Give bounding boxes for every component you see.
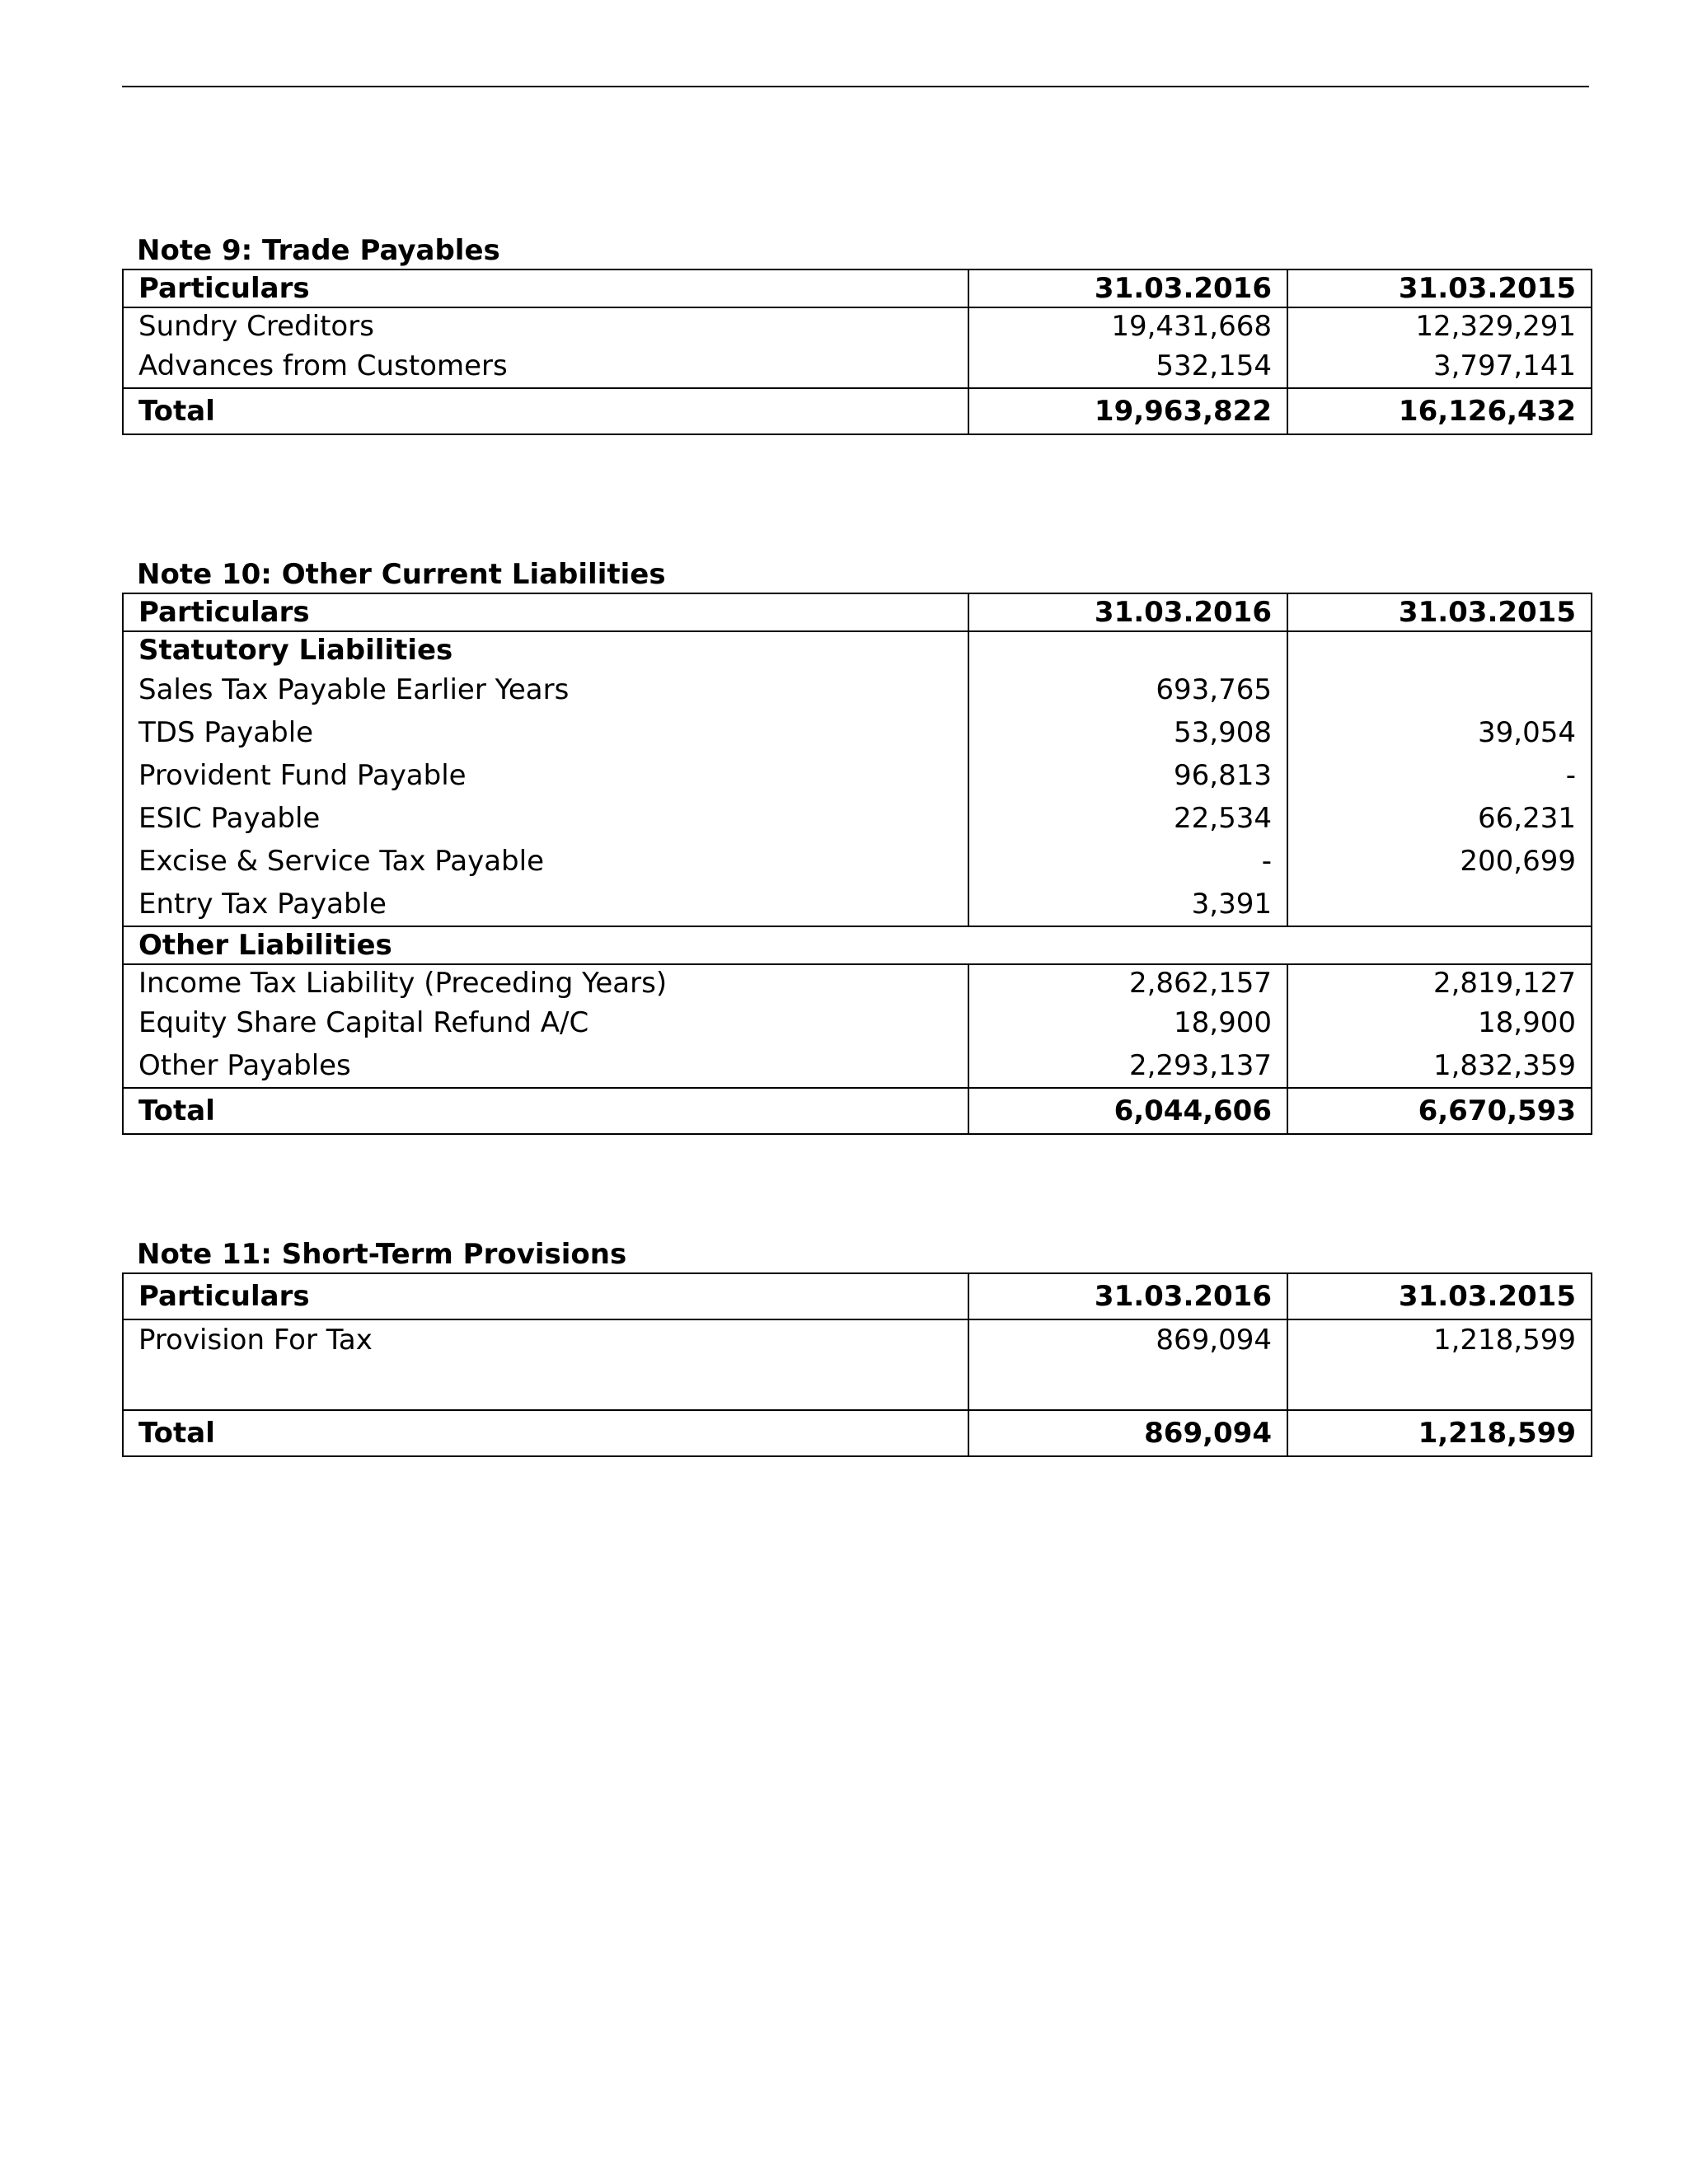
table-header-row bbox=[123, 593, 1592, 631]
row-label: Provision For Tax bbox=[123, 1319, 968, 1360]
row-value-2016: 532,154 bbox=[968, 344, 1287, 388]
table-row bbox=[123, 1001, 1592, 1044]
note-10-title: Note 10: Other Current Liabilities bbox=[137, 558, 666, 591]
row-label: Excise & Service Tax Payable bbox=[123, 840, 968, 883]
row-value-2016: - bbox=[968, 840, 1287, 883]
row-value-2016: 2,862,157 bbox=[968, 964, 1287, 1001]
note-11-title: Note 11: Short-Term Provisions bbox=[137, 1238, 627, 1271]
note-9-trade-payables bbox=[122, 234, 1591, 435]
row-value-2015: 2,819,127 bbox=[1287, 964, 1592, 1001]
row-value-2015: 200,699 bbox=[1287, 840, 1592, 883]
row-label: Sales Tax Payable Earlier Years bbox=[123, 668, 968, 711]
row-value-2016: 19,431,668 bbox=[968, 307, 1287, 344]
row-label: Advances from Customers bbox=[123, 344, 968, 388]
header-particulars: Particulars bbox=[123, 1273, 968, 1319]
row-value-2016: 2,293,137 bbox=[968, 1044, 1287, 1088]
row-value-2015 bbox=[1287, 883, 1592, 926]
header-2015: 31.03.2015 bbox=[1287, 269, 1592, 307]
row-value-2016: 869,094 bbox=[968, 1319, 1287, 1360]
header-2015: 31.03.2015 bbox=[1287, 1273, 1592, 1319]
total-label: Total bbox=[123, 1410, 968, 1456]
total-row bbox=[123, 1088, 1592, 1134]
header-2016: 31.03.2016 bbox=[968, 269, 1287, 307]
row-value-2015: 18,900 bbox=[1287, 1001, 1592, 1044]
table-row bbox=[123, 1044, 1592, 1088]
total-value-2015: 16,126,432 bbox=[1287, 388, 1592, 434]
row-value-2015: 1,832,359 bbox=[1287, 1044, 1592, 1088]
row-value-2015: 1,218,599 bbox=[1287, 1319, 1592, 1360]
total-value-2016: 19,963,822 bbox=[968, 388, 1287, 434]
note-10-table bbox=[122, 593, 1592, 1135]
row-label: Income Tax Liability (Preceding Years) bbox=[123, 964, 968, 1001]
table-row bbox=[123, 307, 1592, 344]
header-particulars: Particulars bbox=[123, 269, 968, 307]
row-label: TDS Payable bbox=[123, 711, 968, 754]
section-heading-row bbox=[123, 631, 1592, 668]
row-value-2015 bbox=[1287, 668, 1592, 711]
section-heading-statutory: Statutory Liabilities bbox=[123, 631, 968, 668]
row-value-2016: 3,391 bbox=[968, 883, 1287, 926]
row-value-2015: 66,231 bbox=[1287, 797, 1592, 840]
row-value-2015: 3,797,141 bbox=[1287, 344, 1592, 388]
total-value-2015: 1,218,599 bbox=[1287, 1410, 1592, 1456]
total-label: Total bbox=[123, 1088, 968, 1134]
total-value-2016: 869,094 bbox=[968, 1410, 1287, 1456]
row-label: Equity Share Capital Refund A/C bbox=[123, 1001, 968, 1044]
table-row bbox=[123, 668, 1592, 711]
header-particulars: Particulars bbox=[123, 593, 968, 631]
table-header-row bbox=[123, 269, 1592, 307]
table-row bbox=[123, 840, 1592, 883]
section-heading-other: Other Liabilities bbox=[123, 926, 1592, 964]
section-heading-row bbox=[123, 926, 1592, 964]
row-label: Entry Tax Payable bbox=[123, 883, 968, 926]
row-value-2015: 39,054 bbox=[1287, 711, 1592, 754]
note-11-table bbox=[122, 1272, 1592, 1457]
note-11-short-term-provisions bbox=[122, 1238, 1591, 1457]
row-value-2016: 22,534 bbox=[968, 797, 1287, 840]
row-label: ESIC Payable bbox=[123, 797, 968, 840]
total-value-2015: 6,670,593 bbox=[1287, 1088, 1592, 1134]
header-2016: 31.03.2016 bbox=[968, 1273, 1287, 1319]
row-value-2015: - bbox=[1287, 754, 1592, 797]
row-label: Other Payables bbox=[123, 1044, 968, 1088]
page-top-rule bbox=[122, 86, 1589, 87]
row-value-2016: 53,908 bbox=[968, 711, 1287, 754]
table-row bbox=[123, 964, 1592, 1001]
row-label: Sundry Creditors bbox=[123, 307, 968, 344]
table-spacer-row bbox=[123, 1360, 1592, 1410]
table-row bbox=[123, 344, 1592, 388]
note-10-other-current-liabilities bbox=[122, 558, 1591, 1135]
table-row bbox=[123, 711, 1592, 754]
note-9-title: Note 9: Trade Payables bbox=[137, 234, 500, 267]
total-row bbox=[123, 388, 1592, 434]
table-header-row bbox=[123, 1273, 1592, 1319]
row-value-2016: 693,765 bbox=[968, 668, 1287, 711]
total-label: Total bbox=[123, 388, 968, 434]
total-value-2016: 6,044,606 bbox=[968, 1088, 1287, 1134]
row-value-2016: 96,813 bbox=[968, 754, 1287, 797]
row-value-2015: 12,329,291 bbox=[1287, 307, 1592, 344]
table-row bbox=[123, 754, 1592, 797]
table-row bbox=[123, 797, 1592, 840]
table-row bbox=[123, 1319, 1592, 1360]
header-2016: 31.03.2016 bbox=[968, 593, 1287, 631]
row-label: Provident Fund Payable bbox=[123, 754, 968, 797]
header-2015: 31.03.2015 bbox=[1287, 593, 1592, 631]
note-9-table bbox=[122, 269, 1592, 435]
total-row bbox=[123, 1410, 1592, 1456]
table-row bbox=[123, 883, 1592, 926]
row-value-2016: 18,900 bbox=[968, 1001, 1287, 1044]
